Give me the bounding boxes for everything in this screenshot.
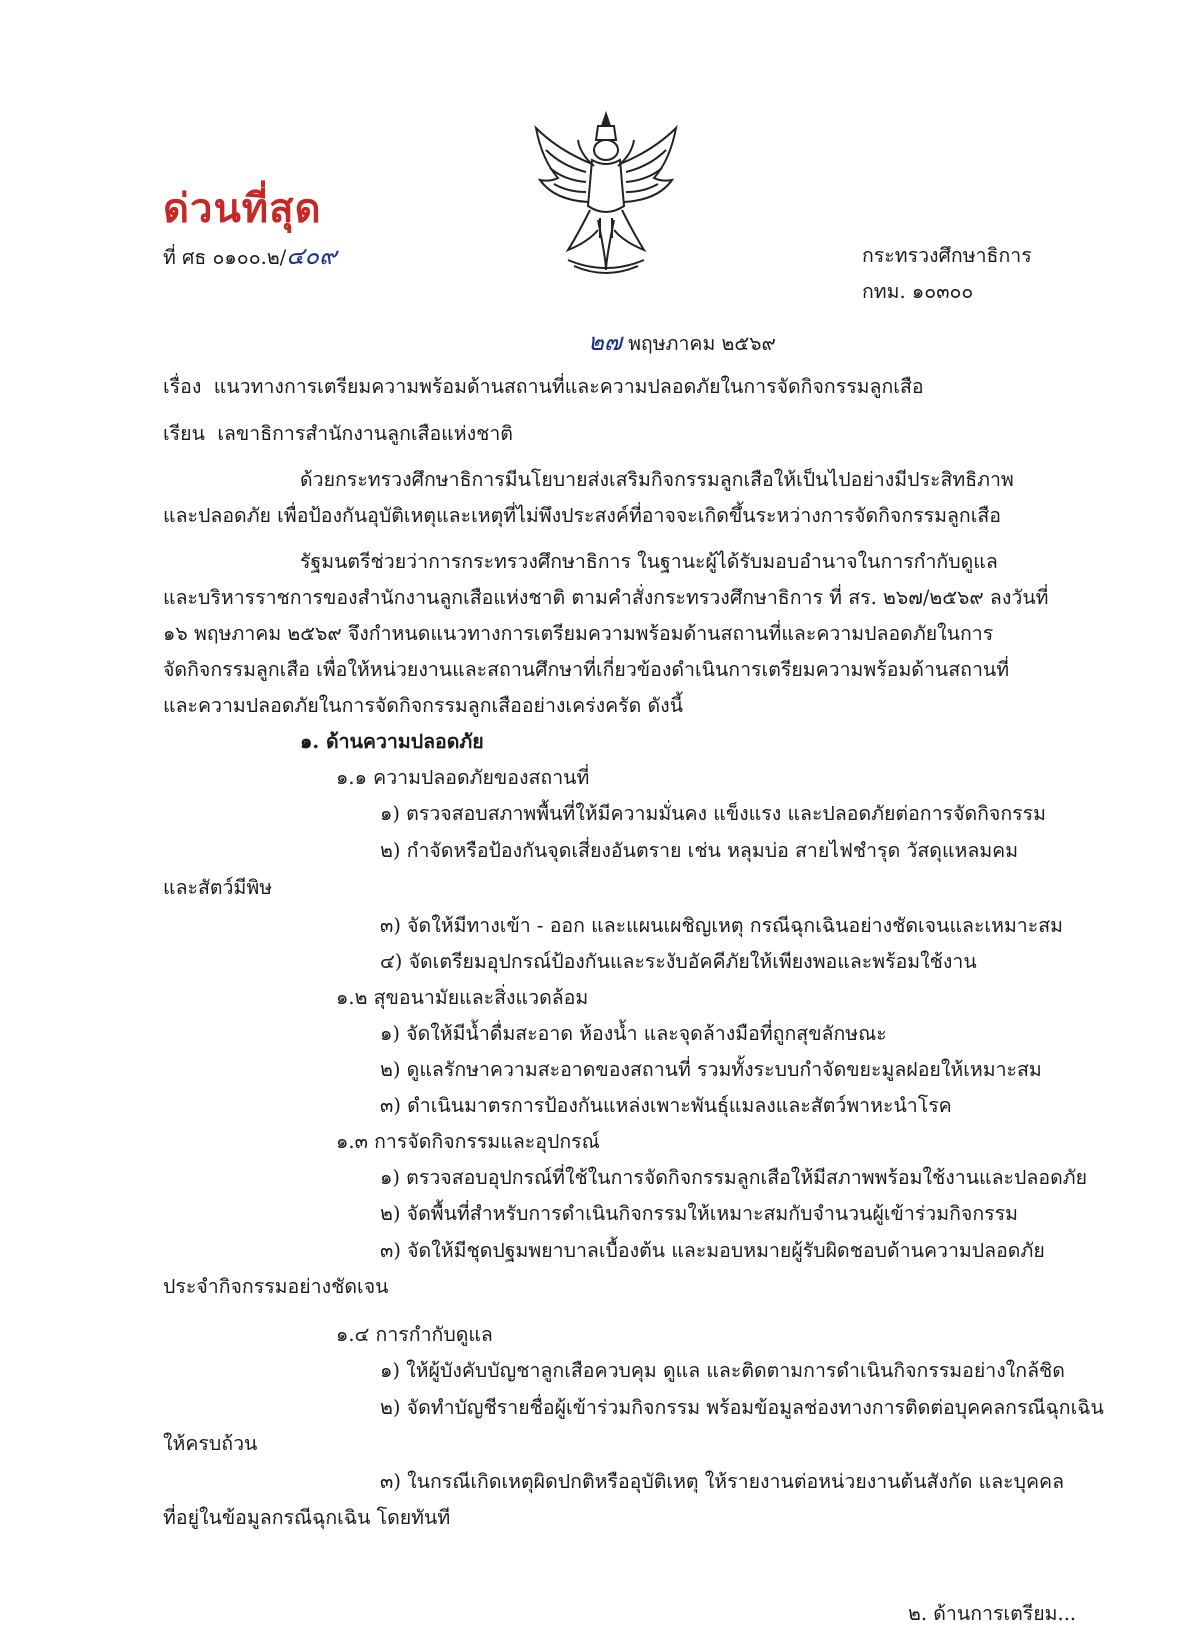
body-line: และปลอดภัย เพื่อป้องกันอุบัติเหตุและเหตุที่ไม่พึงประสงค์ที่อาจจะเกิดขึ้นระหว่างการจัดกิจกรรมลูกเสือ — [163, 504, 1001, 527]
section-heading: ๑. ด้านความปลอดภัย — [300, 730, 484, 753]
body-line: ๑๖ พฤษภาคม ๒๕๖๙ จึงกำหนดแนวทางการเตรียมความพร้อมด้านสถานที่และความปลอดภัยในการ — [163, 622, 994, 645]
subsection-heading: ๑.๑ ความปลอดภัยของสถานที่ — [336, 766, 590, 789]
body-line: ด้วยกระทรวงศึกษาธิการมีนโยบายส่งเสริมกิจกรรมลูกเสือให้เป็นไปอย่างมีประสิทธิภาพ — [300, 468, 1014, 491]
list-item: ๓) ดำเนินมาตรการป้องกันแหล่งเพาะพันธุ์แมลงและสัตว์พาหะนำโรค — [380, 1094, 952, 1117]
list-item-continuation: ที่อยู่ในข้อมูลกรณีฉุกเฉิน โดยทันที — [163, 1506, 451, 1529]
recipient-line — [163, 418, 513, 449]
list-item-continuation: ประจำกิจกรรมอย่างชัดเจน — [163, 1275, 389, 1298]
list-item: ๓) จัดให้มีทางเข้า - ออก และแผนเผชิญเหตุ กรณีฉุกเฉินอย่างชัดเจนและเหมาะสม — [380, 914, 1063, 937]
document-date — [588, 322, 776, 361]
date-day-handwritten: ๒๗ — [588, 328, 622, 356]
list-item: ๒) ดูแลรักษาความสะอาดของสถานที่ รวมทั้งระบบกำจัดขยะมูลฝอยให้เหมาะสม — [380, 1058, 1042, 1081]
list-item-continuation: ให้ครบถ้วน — [163, 1432, 258, 1455]
date-month-year: พฤษภาคม ๒๕๖๙ — [628, 332, 776, 355]
subject-label: เรื่อง — [163, 375, 202, 398]
recipient-label: เรียน — [163, 422, 205, 445]
body-line: รัฐมนตรีช่วยว่าการกระทรวงศึกษาธิการ ในฐานะผู้ได้รับมอบอำนาจในการกำกับดูแล — [300, 550, 998, 573]
ministry-name: กระทรวงศึกษาธิการ — [862, 244, 1032, 267]
list-item: ๒) จัดทำบัญชีรายชื่อผู้เข้าร่วมกิจกรรม พร้อมข้อมูลช่องทางการติดต่อบุคคลกรณีฉุกเฉิน — [380, 1396, 1104, 1419]
recipient-text: เลขาธิการสำนักงานลูกเสือแห่งชาติ — [217, 422, 513, 445]
list-item: ๒) กำจัดหรือป้องกันจุดเสี่ยงอันตราย เช่น หลุมบ่อ สายไฟชำรุด วัสดุแหลมคม — [380, 839, 1019, 862]
subsection-heading: ๑.๒ สุขอนามัยและสิ่งแวดล้อม — [336, 986, 589, 1009]
list-item: ๑) จัดให้มีน้ำดื่มสะอาด ห้องน้ำ และจุดล้างมือที่ถูกสุขลักษณะ — [380, 1022, 887, 1045]
list-item: ๑) ตรวจสอบสภาพพื้นที่ให้มีความมั่นคง แข็งแรง และปลอดภัยต่อการจัดกิจกรรม — [380, 802, 1046, 825]
page-continuation: ๒. ด้านการเตรียม... — [908, 1602, 1077, 1625]
urgent-stamp: ด่วนที่สุด — [163, 186, 322, 232]
subject-line — [163, 371, 924, 402]
list-item-continuation: และสัตว์มีพิษ — [163, 876, 273, 899]
list-item: ๑) ให้ผู้บังคับบัญชาลูกเสือควบคุม ดูแล และติดตามการดำเนินกิจกรรมอย่างใกล้ชิด — [380, 1359, 1065, 1382]
body-line: และความปลอดภัยในการจัดกิจกรรมลูกเสืออย่างเคร่งครัด ดังนี้ — [163, 694, 684, 717]
subsection-heading: ๑.๔ การกำกับดูแล — [336, 1323, 493, 1346]
list-item: ๑) ตรวจสอบอุปกรณ์ที่ใช้ในการจัดกิจกรรมลูกเสือให้มีสภาพพร้อมใช้งานและปลอดภัย — [380, 1166, 1088, 1189]
subject-text: แนวทางการเตรียมความพร้อมด้านสถานที่และความปลอดภัยในการจัดกิจกรรมลูกเสือ — [213, 375, 924, 398]
document-number — [163, 236, 337, 275]
ministry-address: กทม. ๑๐๓๐๐ — [862, 280, 974, 303]
garuda-emblem-icon — [528, 110, 684, 278]
list-item: ๔) จัดเตรียมอุปกรณ์ป้องกันและระงับอัคคีภัยให้เพียงพอและพร้อมใช้งาน — [380, 950, 977, 973]
body-line: จัดกิจกรรมลูกเสือ เพื่อให้หน่วยงานและสถานศึกษาที่เกี่ยวข้องดำเนินการเตรียมความพร้อมด้านสถานที่ — [163, 658, 1010, 681]
document-number-handwritten: ๔๐๙ — [286, 242, 337, 270]
list-item: ๓) ในกรณีเกิดเหตุผิดปกติหรืออุบัติเหตุ ให้รายงานต่อหน่วยงานต้นสังกัด และบุคคล — [380, 1470, 1065, 1493]
body-line: และบริหารราชการของสำนักงานลูกเสือแห่งชาติ ตามคำสั่งกระทรวงศึกษาธิการ ที่ สร. ๒๖๗/๒๕๖๙ ลงวันที่ — [163, 586, 1049, 609]
document-number-prefix: ที่ ศธ ๐๑๐๐.๒/ — [163, 246, 287, 269]
subsection-heading: ๑.๓ การจัดกิจกรรมและอุปกรณ์ — [336, 1130, 600, 1153]
list-item: ๓) จัดให้มีชุดปฐมพยาบาลเบื้องต้น และมอบหมายผู้รับผิดชอบด้านความปลอดภัย — [380, 1239, 1045, 1262]
list-item: ๒) จัดพื้นที่สำหรับการดำเนินกิจกรรมให้เหมาะสมกับจำนวนผู้เข้าร่วมกิจกรรม — [380, 1202, 1018, 1225]
